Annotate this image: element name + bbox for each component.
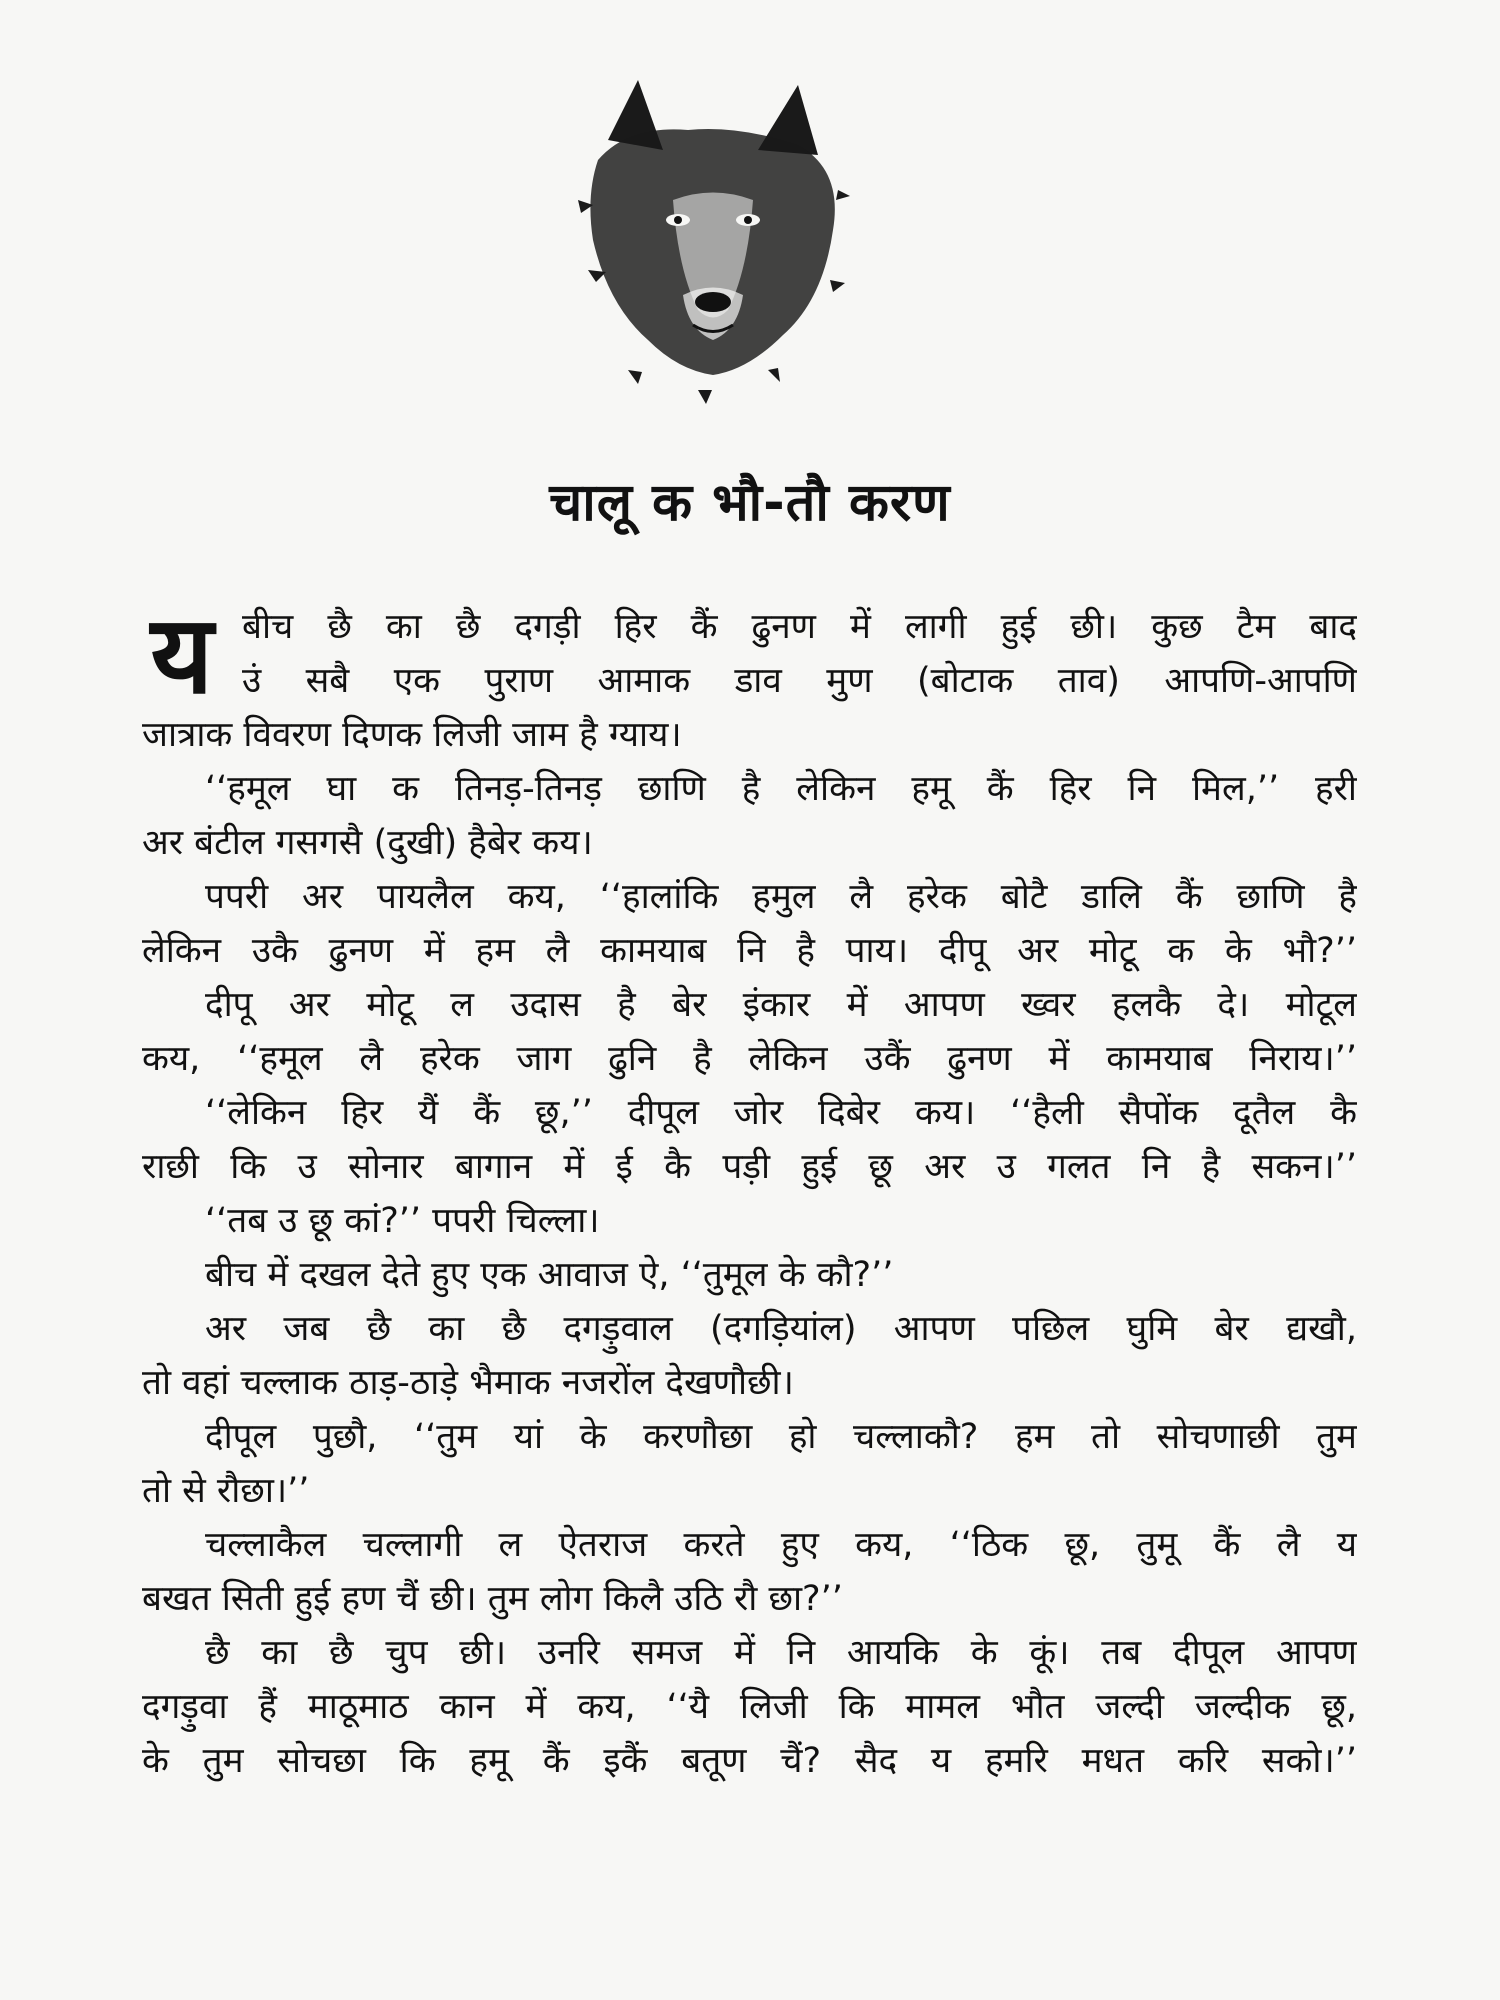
text-line: दीपूल पुछौ, ‘‘तुम यां के करणौछा हो चल्लाकौ? हम तो सोचणाछी तुम [205,1417,1357,1457]
text-line: ‘‘हमूल घा क तिनड़-तिनड़ छाणि है लेकिन हमू कैं हिर नि मिल,’’ हरी [205,769,1357,809]
text-line: बीच छै का छै दगड़ी हिर कैं ढुनण में लागी हुई छी। कुछ टैम बाद [242,607,1357,647]
text-line: अर बंटील गसगसै (दुखी) हैबेर कय। [142,823,593,863]
story-title: चालू क भौ-तौ करण [549,473,951,533]
text-line: उं सबै एक पुराण आमाक डाव मुण (बोटाक ताव) आपणि-आपणि [242,661,1357,701]
text-line: राछी कि उ सोनार बागान में ई कै पड़ी हुई छू अर उ गलत नि है सकन।’’ [142,1147,1357,1187]
opening-paragraph [142,593,1357,718]
text-line: छै का छै चुप छी। उनरि समज में नि आयकि के कूं। तब दीपूल आपण [205,1633,1357,1673]
text-line: दगड़ुवा हैं माठूमाठ कान में कय, ‘‘यै लिजी कि मामल भौत जल्दी जल्दीक छू, [142,1687,1357,1727]
text-line: चल्लाकैल चल्लागी ल ऐतराज करते हुए कय, ‘‘ठिक छू, तुमू कैं लै य [205,1525,1357,1565]
text-line: बीच में दखल देते हुए एक आवाज ऐ, ‘‘तुमूल के कौ?’’ [205,1255,894,1295]
text-line: अर जब छै का छै दगड़ुवाल (दगड़ियांल) आपण पछिल घुमि बेर द्यखौ, [205,1309,1357,1349]
text-line: के तुम सोचछा कि हमू कैं इकैं बतूण चैं? सैद य हमरि मधत करि सको।’’ [142,1741,1357,1781]
text-line: तो वहां चल्लाक ठाड़-ठाड़े भैमाक नजरोंल देखणौछी। [142,1363,794,1403]
story-body [142,593,1357,1788]
text-line: कय, ‘‘हमूल लै हरेक जाग ढुनि है लेकिन उकैं ढुनण में कामयाब निराय।’’ [142,1039,1357,1079]
text-line: लेकिन उकै ढुनण में हम लै कामयाब नि है पाय। दीपू अर मोटू क के भौ?’’ [142,931,1357,971]
text-line: ‘‘लेकिन हिर यैं कैं छू,’’ दीपूल जोर दिबेर कय। ‘‘हैली सैपोंक दूतैल कै [205,1093,1357,1133]
text-line: तो से रौछा।’’ [142,1471,310,1511]
text-line: दीपू अर मोटू ल उदास है बेर इंकार में आपण ख्वर हलकै दे। मोटूल [205,985,1357,1025]
text-line: जात्राक विवरण दिणक लिजी जाम है ग्याय। [142,715,682,755]
text-line: पपरी अर पायलैल कय, ‘‘हालांकि हमुल लै हरेक बोटै डालि कैं छाणि है [205,877,1357,917]
text-line: ‘‘तब उ छू कां?’’ पपरी चिल्ला। [205,1201,600,1241]
drop-cap: य [150,593,214,718]
wolf-head-illustration [568,70,858,410]
text-line: बखत सिती हुई हण चैं छी। तुम लोग किलै उठि रौ छा?’’ [142,1579,843,1619]
